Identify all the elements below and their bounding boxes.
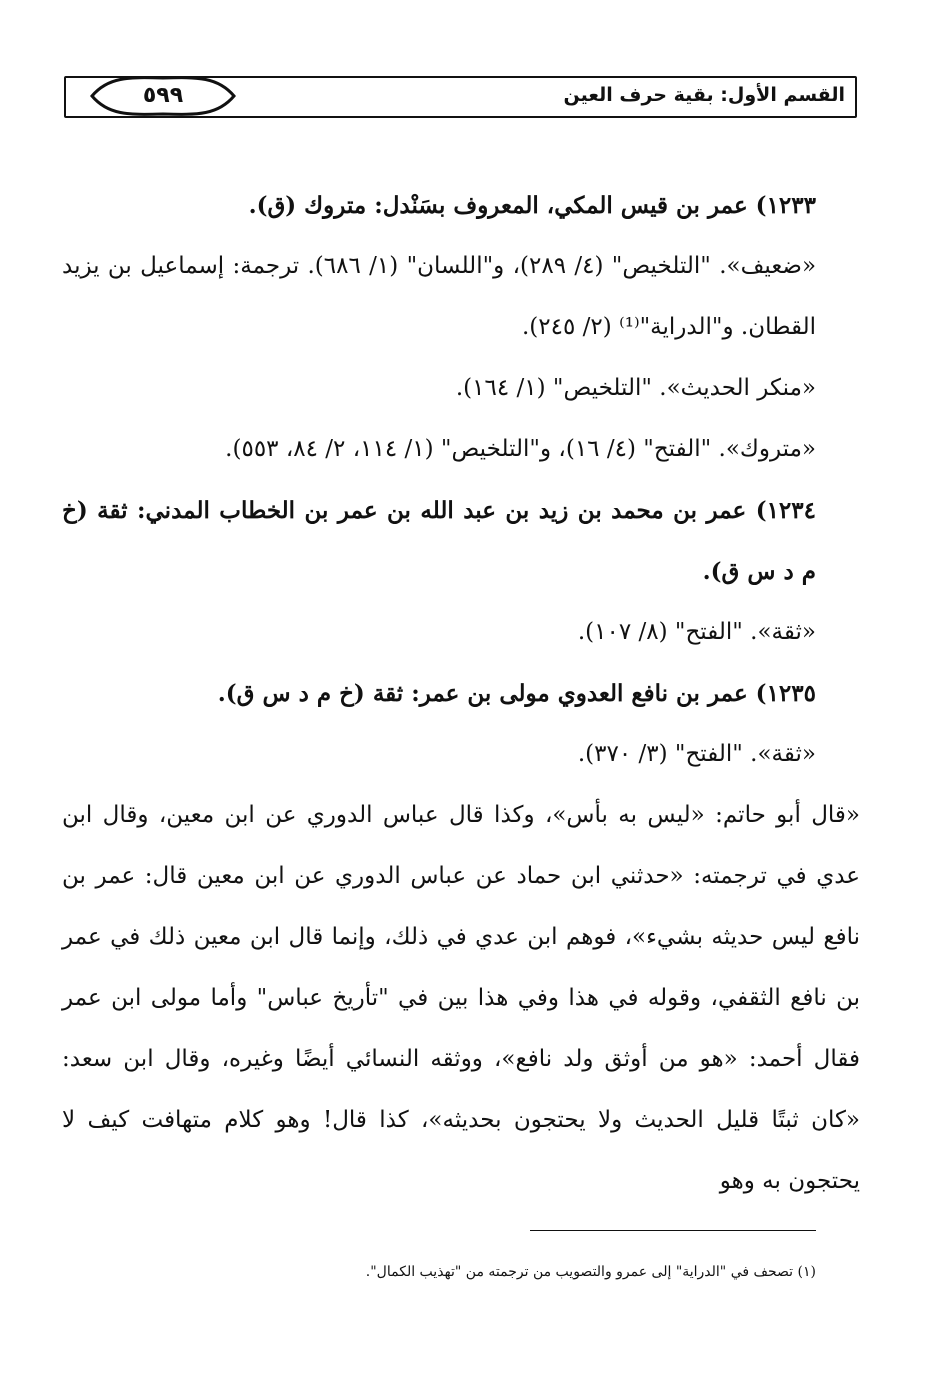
running-header (64, 76, 857, 118)
grading-note: «ثقة». "الفتح" (٣/ ٣٧٠). (577, 741, 816, 767)
entry-1233: ١٢٣٣) عمر بن قيس المكي، المعروف بسَنْدل: متروك (ق). (248, 192, 816, 219)
entry-1234: ١٢٣٤) عمر بن محمد بن زيد بن عبد الله بن عمر بن الخطاب المدني: ثقة (خ م د س ق). (62, 497, 816, 585)
footnote-separator (530, 1230, 816, 1231)
grading-note: «متروك». "الفتح" (٤/ ١٦)، و"التلخيص" (١/ ١١٤، ٢/ ٨٤، ٥٥٣). (225, 436, 816, 462)
main-text (62, 175, 860, 1212)
chapter-title: القسم الأول: بقية حرف العين (563, 84, 845, 106)
grading-note: «ثقة». "الفتح" (٨/ ١٠٧). (577, 619, 816, 645)
page-number-badge (88, 74, 238, 118)
grading-note: «منكر الحديث». "التلخيص" (١/ ١٦٤). (455, 375, 816, 401)
commentary-paragraph: «قال أبو حاتم: «ليس به بأس»، وكذا قال عباس الدوري عن ابن معين، وقال ابن عدي في ترجمته: «حدثني ابن حماد عن عباس الدوري عن ابن معين قال: عمر بن نافع ليس حديثه بشيء»، فوهم ابن عدي في ذلك، وإنما قال ابن معين ذلك في عمر بن نافع الثقفي، وقوله في هذا وفي هذا بين في "تأريخ عباس" وأما مولى ابن عمر فقال أحمد: «هو من أوثق ولد نافع»، ووثقه النسائي أيضًا وغيره، وقال ابن سعد: «كان ثبتًا قليل الحديث ولا يحتجون بحديثه»، كذا قال! وهو كلام متهافت كيف لا يحتجون به وهو (62, 802, 860, 1194)
entry-1235: ١٢٣٥) عمر بن نافع العدوي مولى بن عمر: ثقة (خ م د س ق). (217, 680, 816, 707)
page-number: ٥٩٩ (142, 83, 184, 108)
footnote: (١) تصحف في "الدراية" إلى عمرو والتصويب من ترجمته من "تهذيب الكمال". (365, 1264, 816, 1280)
grading-note: «ضعيف». "التلخيص" (٤/ ٢٨٩)، و"اللسان" (١/ ٦٨٦). ترجمة: إسماعيل بن يزيد القطان. و"الدراية"⁽¹⁾ (٢/ ٢٤٥). (62, 253, 817, 340)
